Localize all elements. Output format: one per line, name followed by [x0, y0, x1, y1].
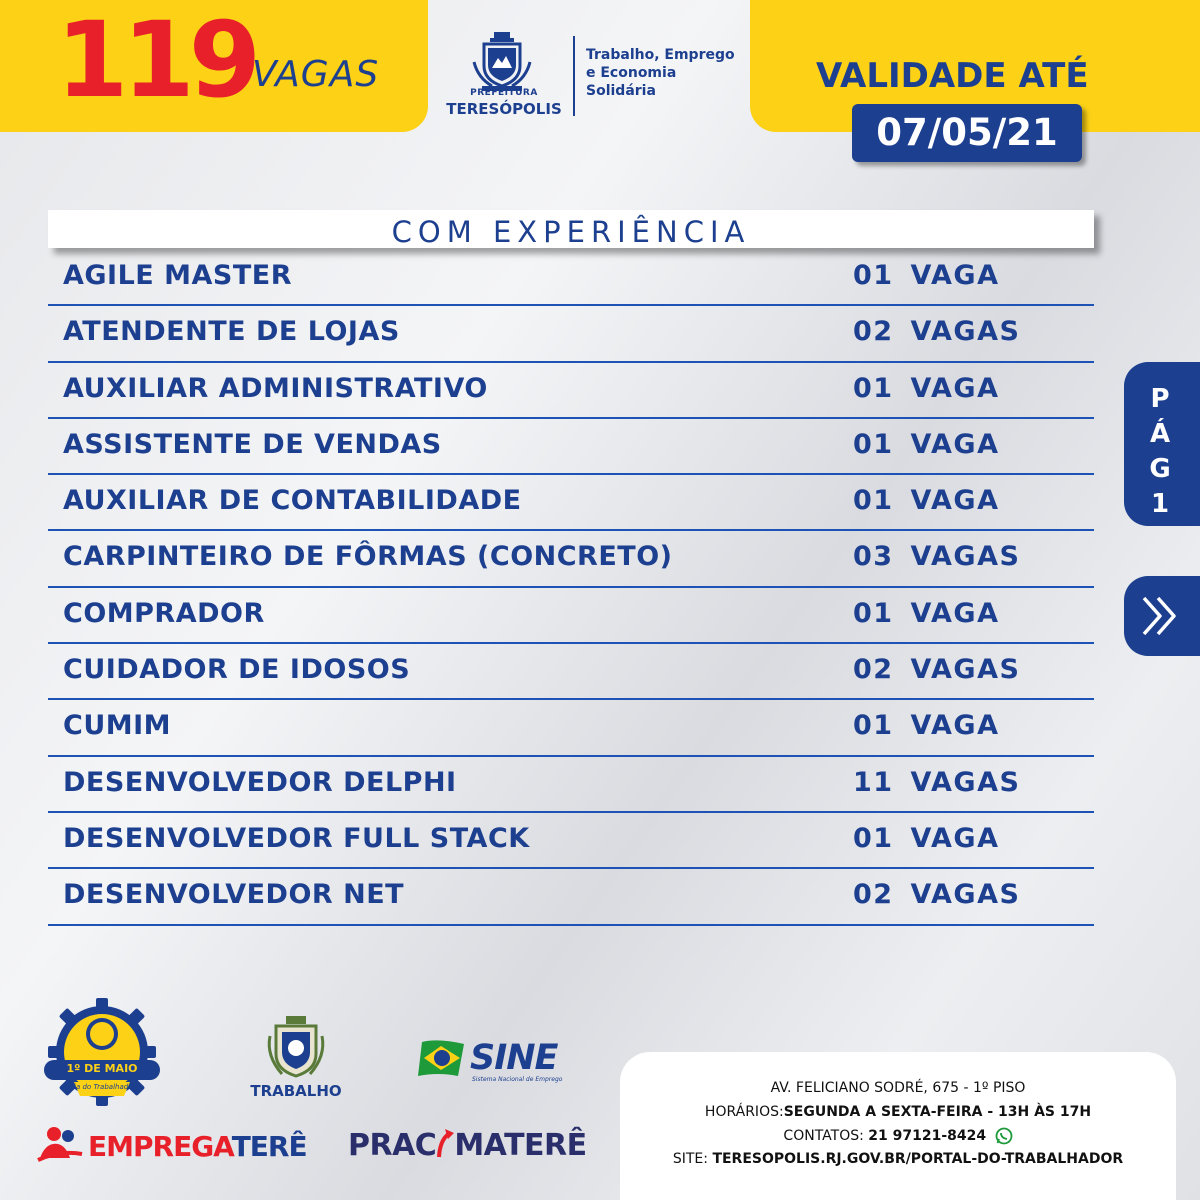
- job-quantity: 03 VAGAS: [853, 541, 1021, 573]
- job-title: CUMIM: [63, 710, 172, 742]
- job-title: COMPRADOR: [63, 597, 265, 629]
- empregatere-name: [88, 1130, 307, 1163]
- secretaria-line-3: Solidária: [586, 83, 656, 99]
- job-quantity: 01 VAGA: [853, 428, 1000, 460]
- sine-logo: [418, 1036, 568, 1090]
- job-row: [48, 757, 1094, 813]
- job-quantity: 01 VAGA: [853, 260, 1000, 291]
- contacts-label: CONTATOS:: [783, 1128, 864, 1144]
- job-title: AUXILIAR DE CONTABILIDADE: [63, 485, 522, 517]
- job-title: CUIDADOR DE IDOSOS: [63, 654, 411, 686]
- empregatere-logo: [36, 1124, 326, 1168]
- page-indicator-text: [1146, 382, 1176, 522]
- secretaria-line-1: Trabalho, Emprego: [586, 47, 735, 63]
- job-row: [48, 363, 1094, 419]
- next-page-button[interactable]: [1124, 576, 1200, 656]
- pracamatere-part-2: MATERÊ: [454, 1128, 587, 1163]
- validity-date: 07/05/21: [852, 104, 1082, 162]
- validity-label: VALIDADE ATÉ: [816, 56, 1089, 96]
- whatsapp-icon: [995, 1127, 1013, 1145]
- pracamatere-logo: [348, 1128, 587, 1163]
- people-icon: [36, 1124, 86, 1164]
- job-title: AGILE MASTER: [63, 260, 293, 291]
- job-row: [48, 588, 1094, 644]
- trabalho-label: TRABALHO: [250, 1082, 342, 1100]
- job-title: DESENVOLVEDOR FULL STACK: [63, 822, 530, 854]
- contact-phone: [620, 1127, 1176, 1145]
- job-title: DESENVOLVEDOR DELPHI: [63, 766, 457, 798]
- sine-name: SINE: [470, 1038, 558, 1078]
- job-row: [48, 531, 1094, 587]
- secretaria-name: [586, 46, 746, 100]
- contact-panel: [620, 1052, 1176, 1200]
- job-quantity: 01 VAGA: [853, 710, 1000, 742]
- job-quantity: 02 VAGAS: [853, 316, 1021, 348]
- job-list: [48, 250, 1094, 926]
- site-link[interactable]: TERESOPOLIS.RJ.GOV.BR/PORTAL-DO-TRABALHADOR: [712, 1151, 1124, 1167]
- city-crest-icon: [470, 32, 534, 92]
- secretaria-line-2: e Economia: [586, 65, 677, 81]
- job-count-label: VAGAS: [252, 54, 380, 95]
- page-number: 1: [1150, 489, 1172, 519]
- pracamatere-part-1: PRAC: [348, 1128, 437, 1163]
- job-quantity: 01 VAGA: [853, 822, 1000, 854]
- site-label: SITE:: [672, 1151, 708, 1167]
- empregatere-part-2: TERÊ: [231, 1130, 307, 1163]
- job-quantity: 02 VAGAS: [853, 654, 1021, 686]
- page-letter: P: [1150, 384, 1172, 414]
- section-title: COM EXPERIÊNCIA: [48, 210, 1094, 248]
- state-crest-icon: [246, 1016, 346, 1080]
- job-quantity: 01 VAGA: [853, 597, 1000, 629]
- job-quantity: 02 VAGAS: [853, 879, 1021, 911]
- labor-day-badge: [40, 996, 164, 1116]
- contact-address: AV. FELICIANO SODRÉ, 675 - 1º PISO: [770, 1080, 1026, 1096]
- city-name: TERESÓPOLIS: [446, 100, 562, 118]
- job-quantity: 01 VAGA: [853, 485, 1000, 517]
- sine-subtitle: Sistema Nacional de Emprego: [472, 1076, 563, 1083]
- badge-subtitle: Dia do Trabalhador: [68, 1083, 136, 1091]
- contact-site: [620, 1151, 1176, 1167]
- page-indicator-tab: [1124, 362, 1200, 526]
- job-row: [48, 250, 1094, 306]
- prefeitura-label: PREFEITURA: [470, 88, 538, 98]
- job-row: [48, 419, 1094, 475]
- hours-value: SEGUNDA A SEXTA-FEIRA - 13H ÀS 17H: [783, 1104, 1092, 1120]
- job-title: ATENDENTE DE LOJAS: [63, 316, 400, 348]
- page-letter: Á: [1149, 419, 1173, 449]
- job-count-panel: [0, 0, 428, 132]
- contacts-value[interactable]: 21 97121-8424: [868, 1128, 987, 1144]
- page-letter: G: [1149, 454, 1173, 484]
- job-title: DESENVOLVEDOR NET: [63, 879, 405, 911]
- empregatere-part-1: EMPREGA: [88, 1130, 232, 1163]
- hours-label: HORÁRIOS:: [704, 1104, 784, 1120]
- job-row: [48, 644, 1094, 700]
- logo-divider: [573, 36, 575, 116]
- job-row: [48, 306, 1094, 362]
- job-title: CARPINTEIRO DE FÔRMAS (CONCRETO): [63, 541, 673, 573]
- job-row: [48, 700, 1094, 756]
- double-chevron-right-icon: [1138, 594, 1186, 638]
- badge-title: 1º DE MAIO: [66, 1062, 138, 1075]
- contact-hours: [620, 1104, 1176, 1120]
- job-title: AUXILIAR ADMINISTRATIVO: [63, 372, 488, 404]
- job-row: [48, 869, 1094, 925]
- brazil-flag-icon: [418, 1036, 468, 1080]
- trabalho-logo: [246, 1016, 346, 1104]
- job-row: [48, 813, 1094, 869]
- job-quantity: 01 VAGA: [853, 372, 1000, 404]
- job-title: ASSISTENTE DE VENDAS: [63, 428, 442, 460]
- upward-arrow-icon: [436, 1129, 454, 1159]
- job-row: [48, 475, 1094, 531]
- labor-day-gear-icon: [40, 996, 164, 1116]
- prefeitura-logo: [440, 30, 750, 120]
- job-count: 119: [56, 0, 256, 121]
- job-quantity: 11 VAGAS: [853, 766, 1021, 798]
